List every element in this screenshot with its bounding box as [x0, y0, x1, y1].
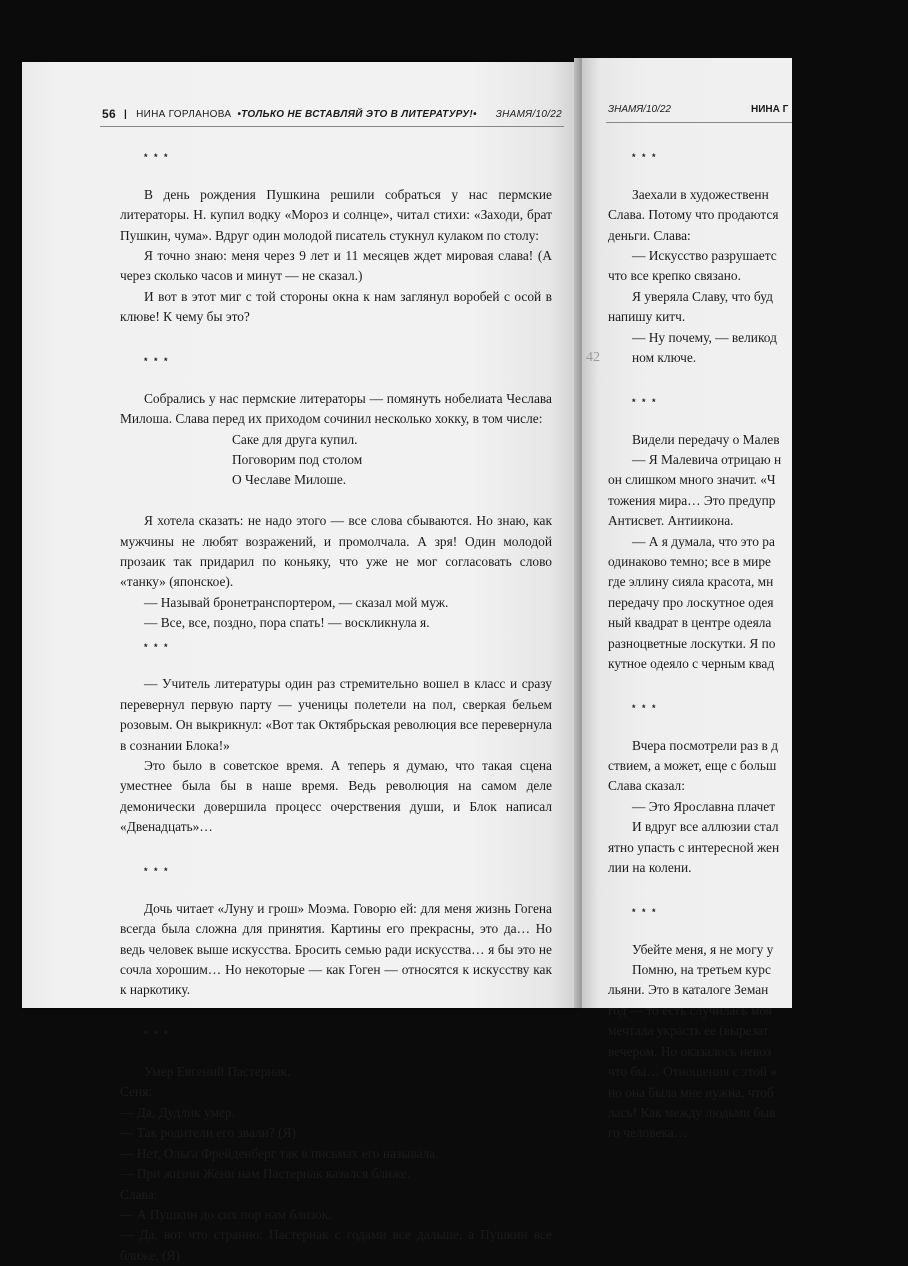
text-line: ный квадрат в центре одеяла [608, 615, 772, 631]
text-line: Слава. Потому что продаются [608, 207, 779, 223]
text-line: лии на колени. [608, 860, 692, 876]
text-line: го человека… [608, 1125, 688, 1141]
text-line: деньги. Слава: [608, 227, 691, 243]
text-line: одинаково темно; все в мире [608, 554, 771, 570]
text-line: вечером. Но оказалось невоз [608, 1043, 772, 1059]
section-divider: * * * [632, 152, 658, 162]
text-line: ствием, а может, еще с больш [608, 758, 777, 774]
paragraph: Слава: [120, 1186, 158, 1202]
left-page [22, 62, 578, 1263]
paragraph: — А Пушкин до сих пор нам близок. [120, 1206, 332, 1222]
section-divider: * * * [632, 396, 658, 407]
journal-issue: ЗНАМЯ/10/22 [495, 108, 562, 120]
spacer [608, 715, 908, 735]
text-line: тожения мира… Это предупр [608, 492, 776, 508]
text-line: И вдруг все аллюзии стал [632, 819, 779, 835]
paragraph: — Нет, Ольга Фрейденберг так в письмах его называла. [120, 1145, 439, 1161]
spacer [608, 409, 908, 429]
paragraph: Сеня: [120, 1084, 153, 1100]
text-line: разноцветные лоскутки. Я по [608, 635, 776, 651]
section-divider: * * * [632, 702, 658, 713]
paragraph: — Да, Дудлик умер. [120, 1104, 235, 1120]
section-divider: * * * [144, 641, 170, 652]
text-line: он слишком много значит. «Ч [608, 472, 776, 488]
haiku-line: Саке для друга купил. [232, 431, 358, 447]
paragraph: Дочь читает «Луну и грош» Моэма. Говорю ей: для меня жизнь Гогена всегда была сложна для принятия. Картины его прекрасны, это да… Но ведь человек выше искусства. Бросить семью ради искусства… я бы это не сочла хорошим… Но некоторые — как Гоген — относятся к искусству как к наркотику. [120, 900, 552, 998]
paragraph: Это было в советское время. А теперь я думаю, что такая сцена уместнее была бы в наше время. Ведь революция на самом деле демонически довершила процесс очерствения души, и Блок написал «Двенадцать»… [120, 758, 552, 835]
text-line: — Это Ярославна плачет [632, 798, 776, 814]
body-text-right [608, 144, 908, 1144]
spacer [608, 368, 908, 388]
text-line: что бы… Отношения с этой « [608, 1064, 778, 1080]
text-line: — Ну почему, — великод [632, 329, 777, 345]
text-line: льяни. Это в каталоге Земан [608, 982, 769, 998]
spacer [608, 919, 908, 939]
body-text [120, 144, 552, 1266]
running-head [102, 106, 562, 122]
paragraph: — Все, все, поздно, пора спать! — воскликнула я. [144, 615, 430, 631]
paragraph: Я хотела сказать: не надо этого — все слова сбываются. Но знаю, как мужчины не любят возражений, и промолчала. А зря! Один молодой прозаик так придарил по коньяку, что уже не мог согласовать слово «танку» (японское). [120, 513, 552, 590]
header-rule-right [606, 122, 792, 123]
text-line: ятно упасть с интересной жен [608, 839, 780, 855]
paragraph: Я точно знаю: меня через 9 лет и 11 месяцев ждет мировая слава! (А через сколько часов и минут — не сказал.) [120, 248, 552, 284]
section-divider: * * * [144, 866, 170, 877]
author-name: НИНА ГОРЛАНОВА [136, 108, 232, 120]
paragraph: Умер Евгений Пастернак. [144, 1064, 291, 1080]
right-page [582, 58, 792, 1141]
section-divider: * * * [144, 1029, 170, 1040]
paragraph: В день рождения Пушкина решили собраться у нас пермские литераторы. Н. купил водку «Мороз и солнце», читал стихи: «Заходи, брат Пушкин, чума». Вдруг один молодой писатель стукнул кулаком по столу: [120, 186, 552, 243]
text-line: напишу китч. [608, 309, 686, 325]
header-rule [100, 126, 564, 127]
text-line: Я уверяла Славу, что буд [632, 288, 773, 304]
spacer [608, 674, 908, 694]
text-line: Убейте меня, я не могу у [632, 941, 774, 957]
text-line: Помню, на третьем курс [632, 962, 771, 978]
paragraph: Собрались у нас пермские литераторы — помянуть нобелиата Чеслава Милоша. Слава перед их приходом сочинил несколько хокку, в том числе: [120, 390, 552, 427]
paragraph: — При жизни Жени нам Пастернак казался ближе. [120, 1166, 411, 1182]
text-line: мечтала украсть ее (вырезат [608, 1023, 769, 1039]
text-line: — А я думала, что это ра [632, 533, 775, 549]
spacer [608, 879, 908, 899]
page-edge-mark: 42 [586, 350, 600, 365]
haiku-line: Поговорим под столом [232, 452, 363, 468]
journal-issue-right: ЗНАМЯ/10/22 [608, 104, 671, 115]
text-line: лась! Как между людьми быв [608, 1104, 776, 1120]
text-line: Антисвет. Антиикона. [608, 513, 734, 529]
text-line: передачу про лоскутное одея [608, 594, 774, 610]
text-line: Вчера посмотрели раз в д [632, 737, 779, 753]
text-line: ном ключе. [632, 350, 697, 366]
paragraph: — Так родители его звали? (Я) [120, 1125, 296, 1141]
paragraph: — Учитель литературы один раз стремительно вошел в класс и сразу перевернул первую парту — ученицы полетели на пол, сверкая бельем розовым. Он выкрикнул: «Вот так Октябрьская революция все перевернула в сознании Блока!» [120, 676, 552, 753]
section-divider: * * * [144, 152, 170, 162]
text-line: год — то есть случилась моя [608, 1002, 772, 1018]
text-line: но она была мне нужна, чтоб [608, 1084, 774, 1100]
text-line: — Я Малевича отрицаю н [632, 452, 782, 468]
running-head-right [608, 104, 792, 115]
paragraph: И вот в этот миг с той стороны окна к нам заглянул воробей с осой в клюве! К чему бы это? [120, 288, 552, 325]
paragraph: — Называй бронетранспортером, — сказал мой муж. [144, 594, 449, 610]
text-line: Слава сказал: [608, 778, 685, 794]
text-line: где эллину сияла красота, мн [608, 574, 774, 590]
haiku-line: О Чеславе Милоше. [232, 472, 347, 488]
paragraph: — Да, вот что странно: Пастернак с годами все дальше, а Пушкин все ближе. (Я) [120, 1227, 552, 1263]
header-separator: | [123, 108, 128, 120]
author-name-right: НИНА Г [750, 104, 789, 115]
section-divider: * * * [144, 356, 170, 367]
work-title: •ТОЛЬКО НЕ ВСТАВЛЯЙ ЭТО В ЛИТЕРАТУРУ!• [237, 108, 477, 120]
text-line: кутное одеяло с черным квад [608, 656, 775, 672]
page-number: 56 [102, 107, 116, 121]
text-line: Заехали в художественн [632, 186, 769, 202]
text-line: — Искусство разрушаетс [632, 248, 777, 263]
text-line: Видели передачу о Малев [632, 431, 780, 447]
haiku [120, 430, 552, 491]
text-line: что все крепко связано. [608, 268, 741, 284]
section-divider: * * * [632, 906, 658, 917]
